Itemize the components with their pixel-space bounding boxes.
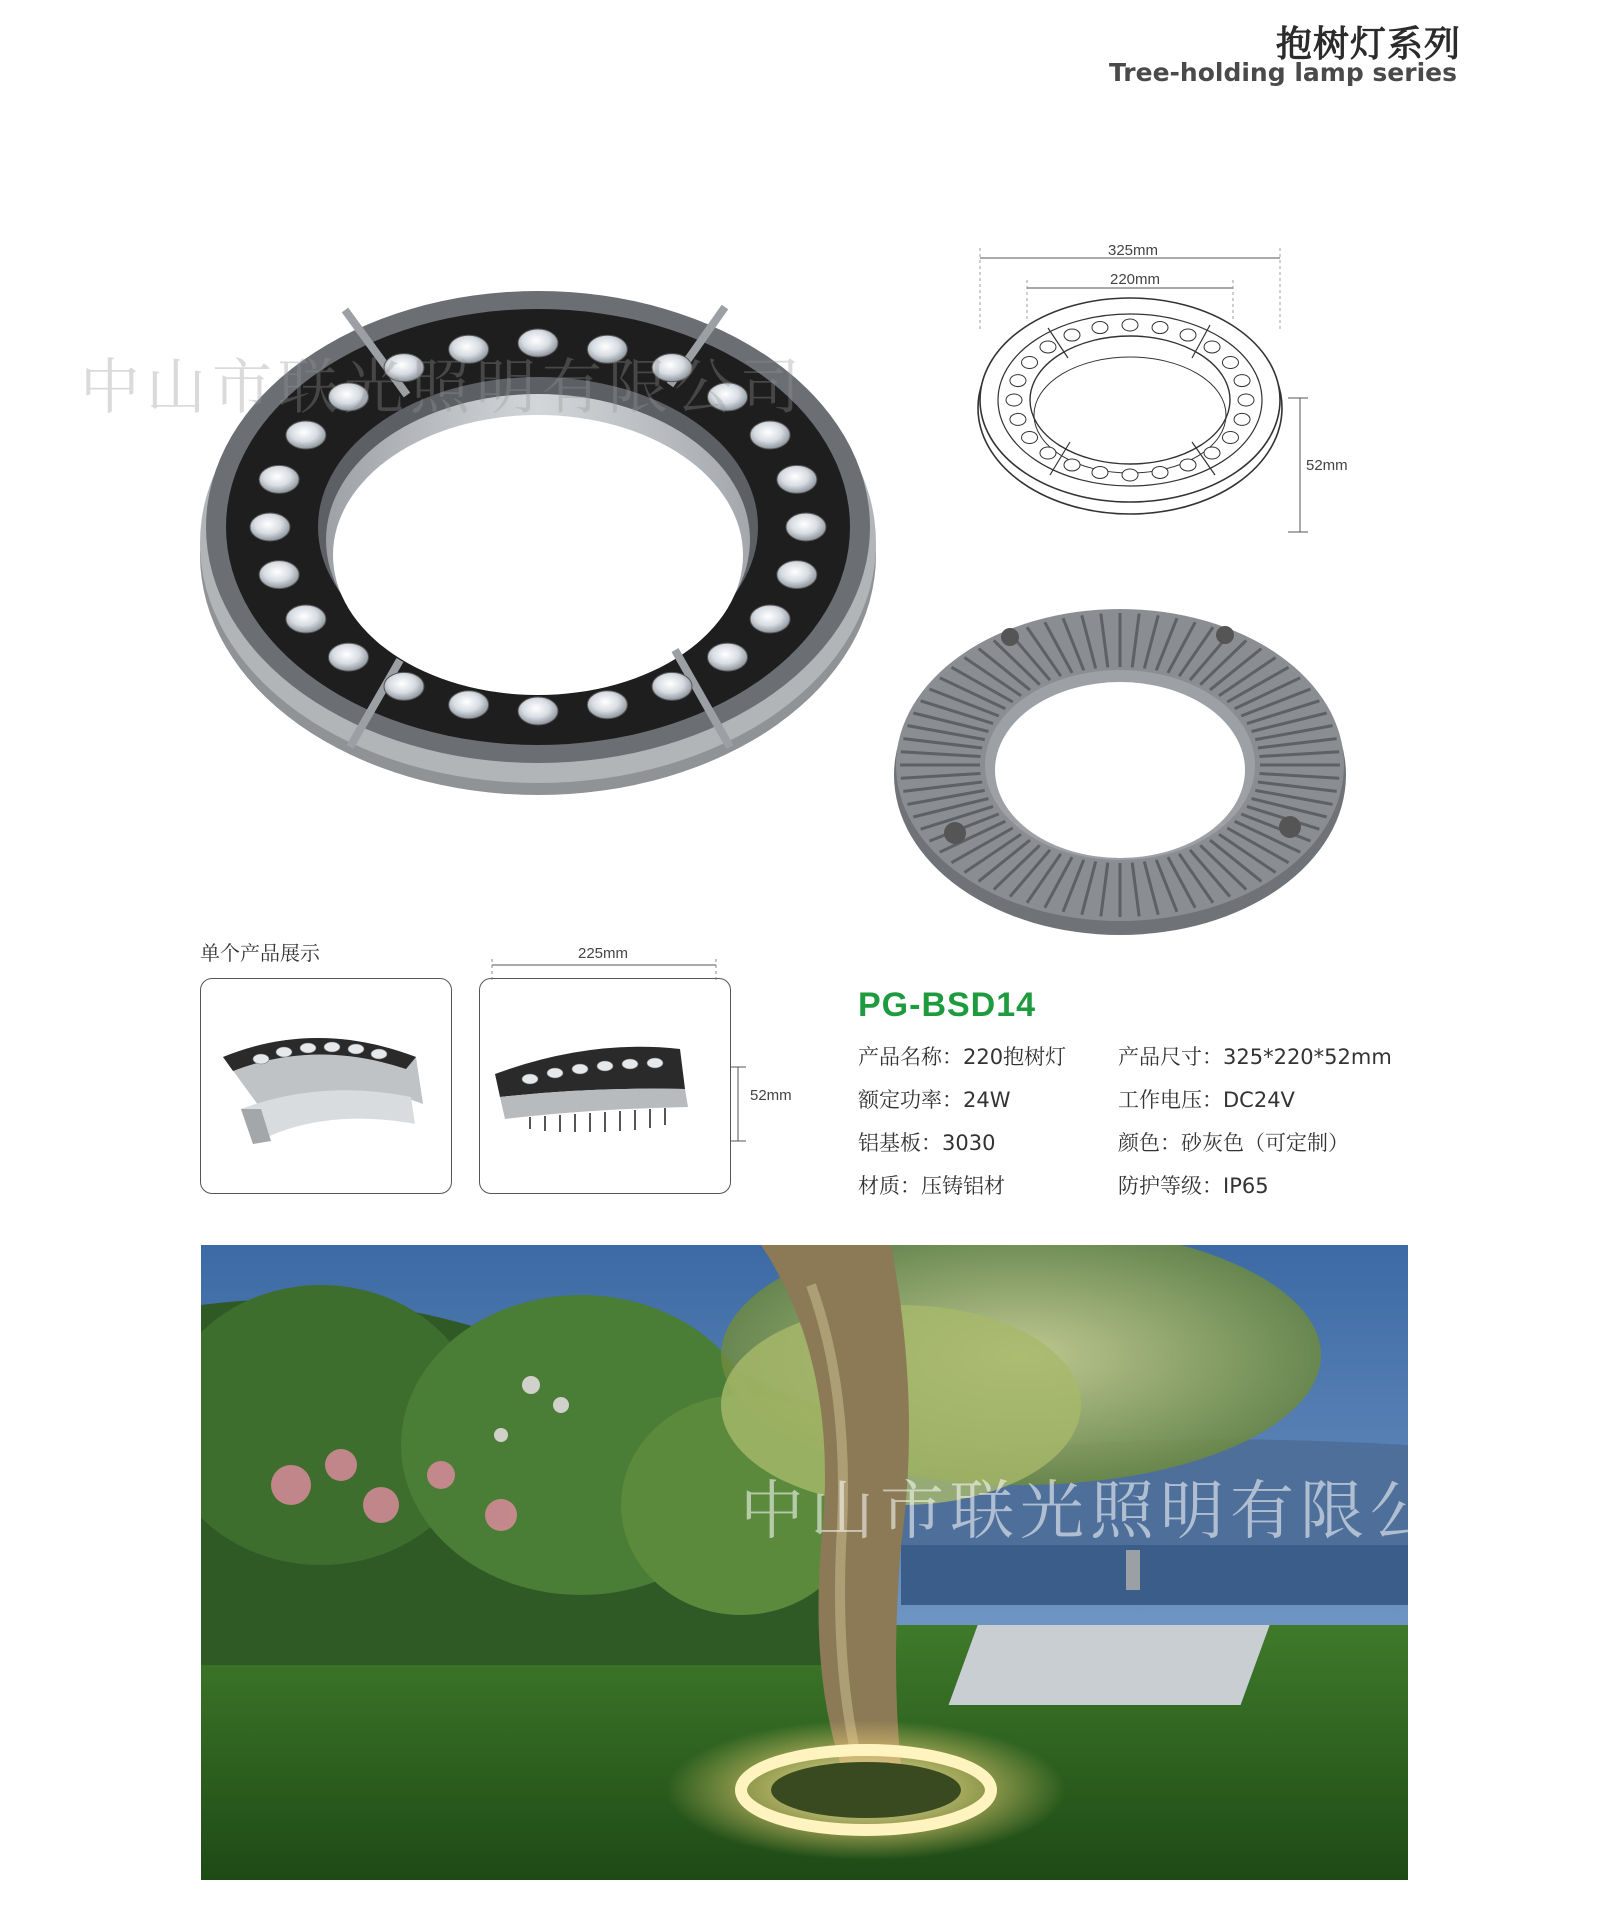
drawing-lens bbox=[1180, 329, 1196, 341]
section-width-label: 225mm bbox=[578, 945, 629, 962]
led-lens bbox=[708, 643, 748, 671]
inner-diameter-label: 220mm bbox=[1110, 271, 1161, 288]
spec-voltage: 工作电压：DC24V bbox=[1118, 1088, 1295, 1112]
spec-product-size: 产品尺寸：325*220*52mm bbox=[1118, 1045, 1392, 1069]
drawing-lens bbox=[1040, 447, 1056, 459]
height-label: 52mm bbox=[1306, 457, 1348, 474]
drawing-lens bbox=[1006, 394, 1022, 406]
drawing-lens bbox=[1010, 375, 1026, 387]
led-lens bbox=[286, 605, 326, 633]
led-lens bbox=[786, 513, 826, 541]
drawing-lens bbox=[1222, 432, 1238, 444]
series-title: 抱树灯系列 bbox=[1275, 24, 1461, 65]
led-lens bbox=[259, 465, 299, 493]
led-lens bbox=[328, 643, 368, 671]
led-lens bbox=[384, 672, 424, 700]
series-subtitle: Tree-holding lamp series bbox=[1109, 58, 1457, 87]
single-section-label: 单个产品展示 bbox=[200, 941, 320, 965]
led-lens bbox=[652, 672, 692, 700]
single-section-side-photo bbox=[480, 979, 730, 1193]
garden-application-photo bbox=[201, 1245, 1408, 1880]
drawing-lens bbox=[1238, 394, 1254, 406]
drawing-lens bbox=[1010, 413, 1026, 425]
spec-color: 颜色：砂灰色（可定制） bbox=[1118, 1131, 1349, 1155]
led-lens bbox=[250, 513, 290, 541]
drawing-lens bbox=[1092, 466, 1108, 478]
drawing-lens bbox=[1204, 341, 1220, 353]
drawing-lens bbox=[1234, 375, 1250, 387]
drawing-lens bbox=[1180, 459, 1196, 471]
drawing-lens bbox=[1204, 447, 1220, 459]
drawing-lens bbox=[1064, 329, 1080, 341]
led-lens bbox=[777, 465, 817, 493]
led-lens bbox=[518, 697, 558, 725]
drawing-lens bbox=[1122, 469, 1138, 481]
drawing-lens bbox=[1152, 466, 1168, 478]
spec-rated-power: 额定功率：24W bbox=[858, 1088, 1011, 1112]
led-lens bbox=[750, 605, 790, 633]
drawing-lens bbox=[1064, 459, 1080, 471]
led-lens bbox=[449, 691, 489, 719]
led-lens bbox=[777, 561, 817, 589]
section-height-label: 52mm bbox=[750, 1087, 792, 1104]
drawing-lens bbox=[1152, 322, 1168, 334]
drawing-lens bbox=[1234, 413, 1250, 425]
product-ring-image bbox=[195, 255, 885, 805]
led-lens bbox=[259, 561, 299, 589]
watermark-photo: 中山市联光照明有限公司 bbox=[740, 1475, 1510, 1549]
drawing-lens bbox=[1092, 322, 1108, 334]
single-section-dimension-box bbox=[479, 978, 731, 1194]
watermark-top: 中山市联光照明有限公司 bbox=[80, 353, 806, 423]
spec-aluminum-board: 铝基板：3030 bbox=[858, 1131, 996, 1155]
product-model: PG-BSD14 bbox=[858, 986, 1037, 1024]
product-bottom-view-image bbox=[890, 590, 1350, 950]
outer-diameter-label: 325mm bbox=[1108, 242, 1159, 259]
drawing-lens bbox=[1022, 357, 1038, 369]
drawing-lens bbox=[1040, 341, 1056, 353]
height-dimension-line bbox=[728, 1065, 758, 1145]
spec-ip-rating: 防护等级：IP65 bbox=[1118, 1174, 1269, 1198]
single-section-photo-box bbox=[200, 978, 452, 1194]
spec-material: 材质：压铸铝材 bbox=[858, 1174, 1005, 1198]
drawing-lens bbox=[1222, 357, 1238, 369]
drawing-lens bbox=[1122, 319, 1138, 331]
led-lens bbox=[587, 691, 627, 719]
spec-product-name: 产品名称：220抱树灯 bbox=[858, 1045, 1067, 1069]
single-section-photo bbox=[201, 979, 451, 1193]
drawing-lens bbox=[1022, 432, 1038, 444]
